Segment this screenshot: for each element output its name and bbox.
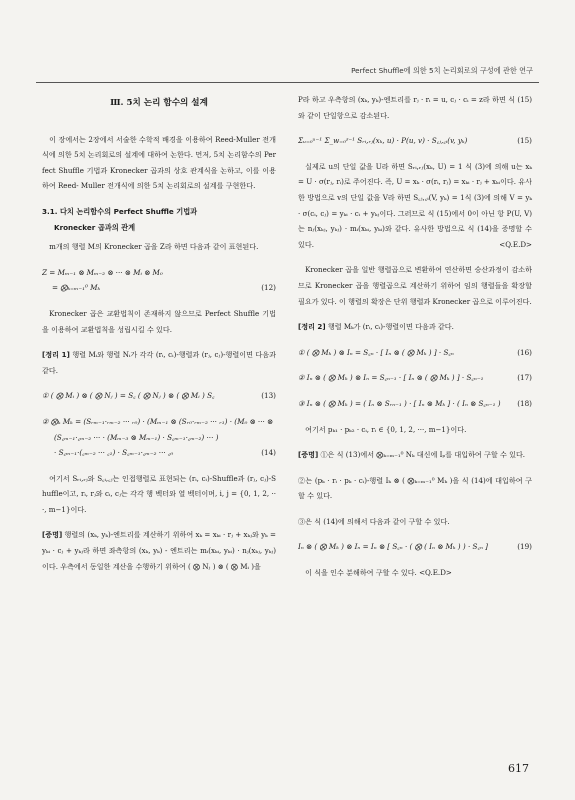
subsection-heading-line2: Kronecker 곱과의 관계 bbox=[54, 222, 136, 232]
qed-mark-2: <Q.E.D> bbox=[419, 568, 452, 578]
kronecker-expansion-paragraph: Kronecker 곱을 일반 행렬곱으로 변환하여 연산하면 승산과정이 감소하므로 Kronecker 곱을 행렬곱으로 계산하기 위하여 임의 행렬들을 확장할 필요가 있다. 이 행렬의 확장은 단위 행렬과 Kronecker 곱으로 이루어진다. bbox=[298, 265, 532, 306]
equation-19-number: (19) bbox=[517, 542, 532, 552]
left-column bbox=[42, 92, 276, 584]
proof-1 bbox=[42, 527, 276, 574]
running-title: Perfect Shuffle에 의한 5치 논리회로의 구성에 관한 연구 bbox=[351, 66, 533, 75]
equation-16-body: ① ( ⨂ Mₖ ) ⊗ Iₙ = S꜀ₙ · [ Iₙ ⊗ ( ⨂ Mₖ ) ] · S꜀ₙ bbox=[298, 347, 454, 357]
equation-18 bbox=[298, 396, 532, 412]
proof-continuation: P라 하고 우측항의 (xₖ, yₖ)-엔트리를 rⱼ · rᵢ = u, cⱼ · cᵢ = z라 하면 식 (15)와 같이 단일항으로 감소된다. bbox=[298, 95, 532, 120]
equation-17-body: ② Iₙ ⊗ ( ⨂ Mₖ ) ⊗ Iₙ = S꜀ₙ₋₁ · [ Iₙ ⊗ ( ⨂ Mₖ ) ] · S꜀ₙ₋₁ bbox=[298, 373, 484, 383]
equation-19-body: Iₙ ⊗ ( ⨂ Mₖ ) ⊗ Iₙ = Iₙ ⊗ [ S꜀ₙ · ( ⨂ ( Iₙ ⊗ Mₖ ) ) · S꜀ₙ ] bbox=[298, 542, 488, 552]
equation-16-number: (16) bbox=[517, 347, 532, 357]
subsection-heading bbox=[42, 204, 276, 235]
equation-14-number: (14) bbox=[261, 447, 276, 457]
equation-13-number: (13) bbox=[261, 391, 276, 401]
after-equation-15 bbox=[298, 159, 532, 253]
equation-19 bbox=[298, 539, 532, 555]
equation-15-number: (15) bbox=[517, 136, 532, 146]
section-title: Ⅲ. 5치 논리 함수의 설계 bbox=[110, 98, 208, 108]
page-number: 617 bbox=[508, 762, 529, 775]
header-rule bbox=[36, 82, 539, 83]
proof-2-line2: ②는 (pₖ · rᵢ · pₖ · cᵢ)-행렬 Iₖ ⊗ ( ⨂ₖ₌ₘ₋₁⁰ Mₖ )을 식 (14)에 대입하여 구할 수 있다. bbox=[298, 475, 532, 501]
theorem-1 bbox=[42, 347, 276, 378]
after-equation-18: 여기서 pₖ₁ · pₖ₂ · cᵢ, rᵢ ∈ {0, 1, 2, ···, m−1}이다. bbox=[305, 424, 467, 434]
equation-16 bbox=[298, 345, 532, 361]
equation-14 bbox=[42, 414, 276, 461]
proof-2-line1: ①은 식 (13)에서 ⨂ₖ₌ₘ₋₁⁰ Nₖ 대신에 Iₚ를 대입하여 구할 수 있다. bbox=[320, 450, 526, 460]
equation-12-line1: Z = Mₘ₋₁ ⊗ Mₘ₋₂ ⊗ ··· ⊗ Mᵢ ⊗ M₀ bbox=[42, 267, 163, 277]
proof-1-text: 행렬의 (xₖ, yₖ)-엔트리를 계산하기 위하여 xₖ = xₖᵢ · rⱼ + xₖⱼ와 yₖ = yₖᵢ · cⱼ + yₖⱼ라 하면 좌측항의 (xₖ, yₖ) - 엔트리는 mᵢ(xₖᵢ, yₖᵢ) · nⱼ(xₖⱼ, yₖⱼ)이다. 우측에서 동일한 계산을 수행하기 위하여 ( ⨂ Nⱼ ) ⊗ ( ⨂ Mᵢ )을 bbox=[42, 530, 277, 571]
after-equation-14: 여기서 Sᵣᵢ,ᵣⱼ와 S꜀ᵢ,꜀ⱼ는 인접행렬로 표현되는 (rᵢ, cᵢ)-Shuffle과 (rⱼ, cⱼ)-Shuffle이고, rᵢ, rⱼ와 cᵢ, cⱼ는 각각 행 벡터와 열 벡터이며, i, j = {0, 1, 2, ···, m−1}이다. bbox=[42, 473, 276, 514]
equation-13-body: ① ( ⨂ Mᵢ ) ⊗ ( ⨂ Nⱼ ) = S꜀ ( ⨂ Nⱼ ) ⊗ ( ⨂ Mᵢ ) S꜀ bbox=[42, 391, 215, 401]
proof-2 bbox=[298, 447, 532, 463]
final-paragraph bbox=[298, 565, 532, 581]
qed-mark-1: <Q.E.D> bbox=[499, 239, 532, 249]
equation-17-number: (17) bbox=[517, 373, 532, 383]
equation-18-number: (18) bbox=[517, 398, 532, 408]
subsection-body: m개의 행렬 M의 Kronecker 곱을 Z라 하면 다음과 같이 표현된다. bbox=[49, 242, 259, 252]
equation-14-line3: · S꜀ₘ₋₁·(꜀ₘ₋₂ ··· ꜀₁) · S꜀ₘ₋₁·꜀ₘ₋₂ ··· ꜀₀ bbox=[54, 448, 174, 458]
after-equation-15-text: 실제로 u의 단일 값을 U라 하면 Sᵣᵢ,ᵣⱼ(xₖ, U) = 1 식 (3)에 의해 u는 xₖ = U · σ(rⱼ, rᵢ)로 주어진다. 즉, U = xₖ · σ(rᵢ, rⱼ) = xₖᵢ · rⱼ + xₖᵢ이다. 유사한 방법으로 v의 단일 값을 V라 하면 S꜀ⱼ,꜀ᵢ(V, yₖ) = 1식 (3)에 의해 V = yₖ · σ(cᵢ, cⱼ) = yₖᵢ · cᵢ + yₖⱼ이다. 그러므로 식 (15)에서 0이 아닌 항 P(U, V)는 nⱼ(xₖⱼ, yₖⱼ) · mᵢ(xₖᵢ, yₖᵢ)와 같다. 유사한 방법으로 식 (14)을 증명할 수 있다. bbox=[298, 161, 532, 249]
proof-2-line3: ③은 식 (14)에 의해서 다음과 같이 구할 수 있다. bbox=[298, 516, 450, 526]
final-text: 이 식을 인수 분해하여 구할 수 있다. bbox=[305, 568, 417, 578]
proof-2-label: [증명] bbox=[298, 450, 319, 460]
equation-17 bbox=[298, 370, 532, 386]
equation-12 bbox=[42, 265, 276, 296]
equation-14-line1: ② ⨂ₖ Mₖ = (Sᵣₘ₋₁·ᵣₘ₋₂ ··· ᵣ₀) · (Mₘ₋₁ ⊗ (Sᵣ₀·ᵣₘ₋₂ ··· ᵣ₁) · (M₀ ⊗ ··· ⊗ bbox=[42, 416, 274, 426]
theorem-2 bbox=[298, 319, 532, 335]
equation-12-number: (12) bbox=[261, 282, 276, 292]
equation-15-body: Σᵤ₌₀ᵘ⁻¹ Σ_w₌₀ᶻ⁻¹ Sᵣᵢ,ᵣⱼ(xₖ, u) · P(u, v) · S꜀ⱼ,꜀ᵢ(v, yₖ) bbox=[298, 136, 468, 146]
theorem-1-label: [정리 1] bbox=[42, 350, 70, 360]
theorem-2-label: [정리 2] bbox=[298, 322, 326, 332]
subsection-heading-line1: 3.1. 다치 논리함수의 Perfect Shuffle 기법과 bbox=[42, 206, 198, 216]
equation-18-body: ③ Iₙ ⊗ ( ⨂ Mₖ ) = ( Iₙ ⊗ Sᵣₙ₋₁ ) · [ Iₙ ⊗ Mₖ ] · ( Iₙ ⊗ S꜀ₙ₋₁ ) bbox=[298, 398, 501, 408]
equation-15 bbox=[298, 133, 532, 149]
right-column bbox=[298, 92, 532, 591]
equation-12-line2: = ⨂ₖ₌ₘ₋₁⁰ Mₖ bbox=[52, 283, 101, 293]
proof-1-label: [증명] bbox=[42, 530, 63, 540]
equation-14-line2: (S꜀ₘ₋₁·꜀ₘ₋₂ ··· · (Mₘ₋₃ ⊗ Mₘ₋₁) · S꜀ₘ₋₁·꜀ₘ₋₂) ··· ) bbox=[54, 432, 219, 442]
theorem-1-text: 행렬 Mᵢ와 행렬 Nᵢ가 각각 (rᵢ, cᵢ)-행렬과 (rⱼ, cⱼ)-행렬이면 다음과 같다. bbox=[42, 350, 276, 375]
equation-13 bbox=[42, 388, 276, 404]
kronecker-paragraph: Kronecker 곱은 교환법칙이 존재하지 않으므로 Perfect Shuffle 기법을 이용하여 교환법칙을 성립시킬 수 있다. bbox=[42, 308, 276, 334]
theorem-2-text: 행렬 Mₖ가 (rᵢ, cᵢ)-행렬이면 다음과 같다. bbox=[327, 322, 454, 332]
intro-paragraph: 이 장에서는 2장에서 서술한 수학적 배경을 이용하여 Reed-Muller 전개식에 의한 5치 논리회로의 설계에 대하여 논한다. 먼저, 5치 논리함수의 Perfect Shuffle 기법과 Kronecker 곱과의 상호 관계식을 논하고, 이를 이용하여 Reed- Muller 전개식에 의한 5치 논리회로의 설계를 구현한다. bbox=[42, 134, 276, 191]
